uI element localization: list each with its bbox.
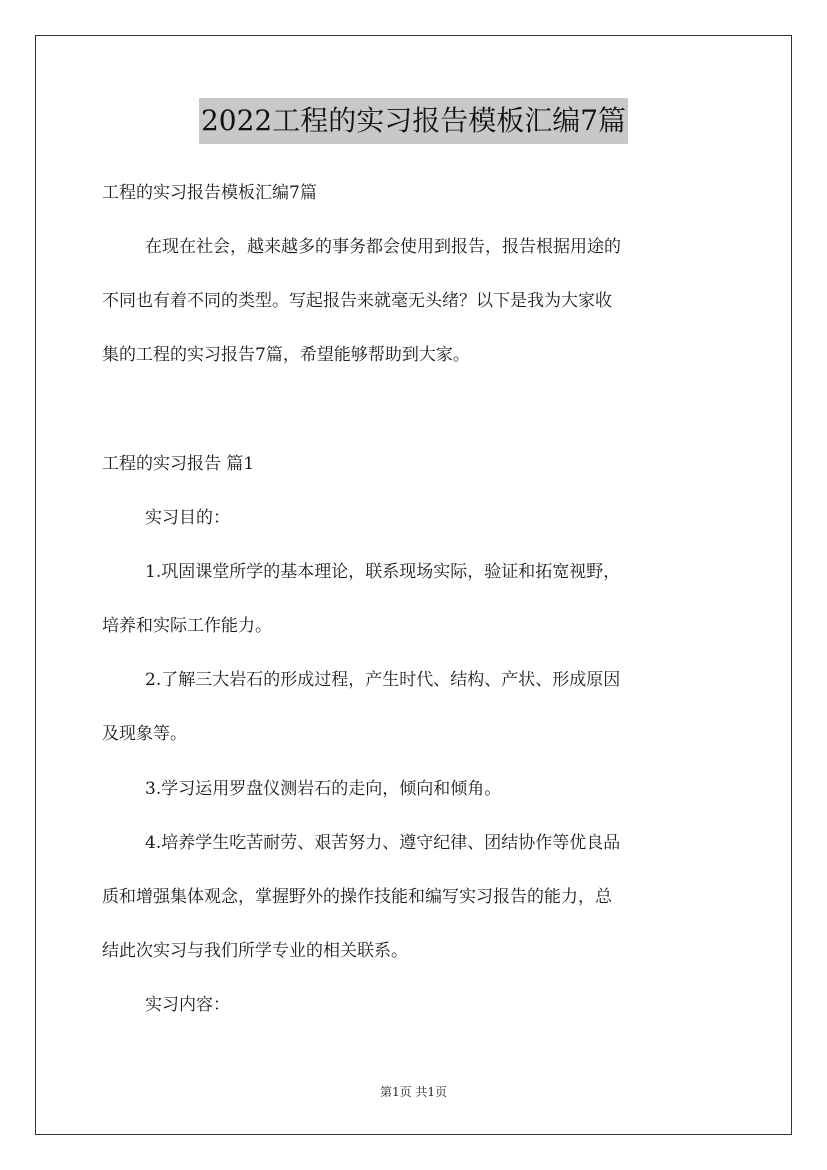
document-title: 2022工程的实习报告模板汇编7篇 [199,98,628,144]
paragraph-line: 质和增强集体观念，掌握野外的操作技能和编写实习报告的能力，总 [102,887,612,907]
paragraph-line: 集的工程的实习报告7篇，希望能够帮助到大家。 [102,345,470,365]
title-container [0,98,827,144]
paragraph-line: 不同也有着不同的类型。写起报告来就毫无头绪？以下是我为大家收 [102,291,612,311]
paragraph-line: 结此次实习与我们所学专业的相关联系。 [102,941,408,961]
paragraph-line: 3.学习运用罗盘仪测岩石的走向，倾向和倾角。 [145,779,502,799]
paragraph-line: 培养和实际工作能力。 [102,616,272,636]
paragraph-line: 实习目的： [145,508,230,528]
subtitle-line: 工程的实习报告模板汇编7篇 [102,183,317,203]
paragraph-line: 2.了解三大岩石的形成过程，产生时代、结构、产状、形成原因 [145,670,621,690]
paragraph-line: 4.培养学生吃苦耐劳、艰苦努力、遵守纪律、团结协作等优良品 [145,833,621,853]
paragraph-line: 实习内容： [145,995,230,1015]
paragraph-line: 及现象等。 [102,724,187,744]
page-footer: 第1页 共1页 [379,1085,448,1099]
paragraph-line: 1.巩固课堂所学的基本理论，联系现场实际，验证和拓宽视野， [145,562,621,582]
paragraph-line: 在现在社会，越来越多的事务都会使用到报告，报告根据用途的 [145,237,621,257]
section-heading: 工程的实习报告 篇1 [102,454,255,474]
